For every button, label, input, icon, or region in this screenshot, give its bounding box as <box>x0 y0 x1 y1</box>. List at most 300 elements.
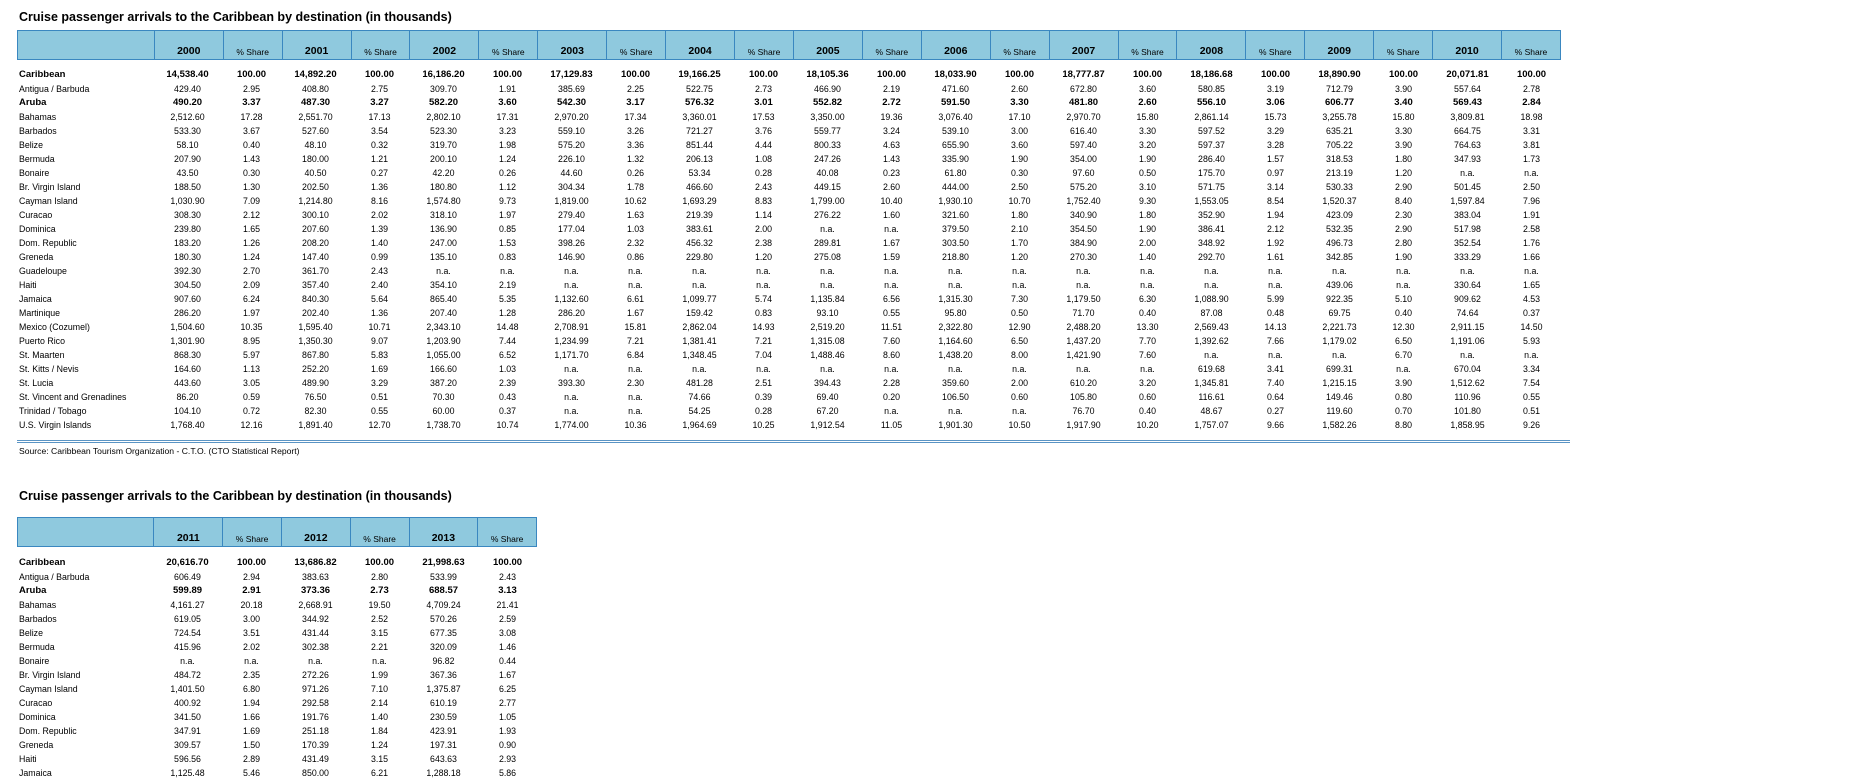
table-row <box>19 180 1561 194</box>
arrivals-value: n.a. <box>1332 266 1347 276</box>
destination-name: Bahamas <box>19 112 57 122</box>
arrivals-value: n.a. <box>948 406 963 416</box>
destination-name: Cayman Island <box>19 684 78 694</box>
arrivals-value: 208.20 <box>302 238 329 248</box>
destination-name: Jamaica <box>19 294 52 304</box>
share-value: 0.99 <box>370 252 389 262</box>
arrivals-value: 643.63 <box>430 754 457 764</box>
arrivals-value: 532.35 <box>1326 224 1353 234</box>
share-value: 12.90 <box>1008 322 1031 332</box>
table-row <box>19 584 537 598</box>
share-value: 3.30 <box>1394 126 1413 136</box>
arrivals-value: 18,186.68 <box>1190 69 1233 80</box>
share-value: 1.14 <box>754 210 773 220</box>
arrivals-value: 1,693.29 <box>682 196 717 206</box>
share-value: 100.00 <box>492 557 523 568</box>
share-value: 100.00 <box>748 69 779 80</box>
arrivals-value: 344.92 <box>302 614 329 624</box>
arrivals-value: 1,891.40 <box>298 420 333 430</box>
arrivals-value: 105.80 <box>1070 392 1097 402</box>
arrivals-value: 385.69 <box>558 84 585 94</box>
arrivals-value: 597.52 <box>1198 126 1225 136</box>
arrivals-value: 712.79 <box>1326 84 1353 94</box>
share-value: 2.12 <box>1266 224 1285 234</box>
arrivals-value: 20,616.70 <box>166 557 209 568</box>
arrivals-value: 207.40 <box>430 308 457 318</box>
arrivals-value: 383.04 <box>1454 210 1481 220</box>
share-value: 1.61 <box>1266 252 1285 262</box>
arrivals-value: 352.90 <box>1198 210 1225 220</box>
arrivals-value: n.a. <box>948 364 963 374</box>
arrivals-value: 1,214.80 <box>298 196 333 206</box>
share-value: 2.12 <box>242 210 261 220</box>
arrivals-value: 398.26 <box>558 238 585 248</box>
arrivals-value: 270.30 <box>1070 252 1097 262</box>
share-value: 5.86 <box>498 768 517 778</box>
share-value: 1.76 <box>1522 238 1541 248</box>
arrivals-value: 3,360.01 <box>682 112 717 122</box>
share-value: 3.76 <box>754 126 773 136</box>
table-row <box>19 96 1561 110</box>
share-value: n.a. <box>1524 350 1539 360</box>
share-value: 1.94 <box>242 698 261 708</box>
arrivals-value: 1,132.60 <box>554 294 589 304</box>
share-header: % Share <box>1118 31 1177 59</box>
share-value: 1.97 <box>242 308 261 318</box>
share-value: 8.00 <box>1010 350 1029 360</box>
destination-name: Aruba <box>19 97 47 108</box>
year-header: 2010 <box>1432 31 1501 59</box>
arrivals-value: 20,071.81 <box>1446 69 1489 80</box>
share-value: 2.60 <box>1138 97 1157 108</box>
share-value: 1.03 <box>626 224 645 234</box>
share-value: 7.40 <box>1266 378 1285 388</box>
share-value: 3.30 <box>1010 97 1029 108</box>
arrivals-value: 575.20 <box>1070 182 1097 192</box>
share-value: n.a. <box>756 280 771 290</box>
arrivals-value: 677.35 <box>430 628 457 638</box>
arrivals-value: n.a. <box>820 280 835 290</box>
share-value: 2.91 <box>242 585 261 596</box>
share-value: 2.14 <box>370 698 389 708</box>
arrivals-value: 19,166.25 <box>678 69 721 80</box>
arrivals-value: 218.80 <box>942 252 969 262</box>
share-value: 1.98 <box>498 140 517 150</box>
arrivals-value: 379.50 <box>942 224 969 234</box>
arrivals-value: 354.00 <box>1070 154 1097 164</box>
share-value: 3.29 <box>1266 126 1285 136</box>
share-value: 0.30 <box>242 168 261 178</box>
arrivals-value: 340.90 <box>1070 210 1097 220</box>
arrivals-value: 449.15 <box>814 182 841 192</box>
arrivals-value: 1,799.00 <box>810 196 845 206</box>
arrivals-value: 289.81 <box>814 238 841 248</box>
arrivals-value: 527.60 <box>302 126 329 136</box>
share-value: 3.90 <box>1394 84 1413 94</box>
arrivals-value: 373.36 <box>300 585 331 596</box>
arrivals-value: 230.59 <box>430 712 457 722</box>
arrivals-value: 2,488.20 <box>1066 322 1101 332</box>
destination-name: St. Vincent and Grenadines <box>19 392 127 402</box>
share-value: 10.50 <box>1008 420 1031 430</box>
share-value: 0.48 <box>1266 308 1285 318</box>
share-value: 1.80 <box>1138 210 1157 220</box>
share-value: 100.00 <box>876 69 907 80</box>
share-value: 1.67 <box>498 670 517 680</box>
share-header: % Share <box>223 31 282 59</box>
share-value: 3.14 <box>1266 182 1285 192</box>
arrivals-value: 1,752.40 <box>1066 196 1101 206</box>
arrivals-value: 348.92 <box>1198 238 1225 248</box>
share-value: 2.43 <box>754 182 773 192</box>
arrivals-value: 1,574.80 <box>426 196 461 206</box>
table-row <box>19 404 1561 418</box>
table-row <box>19 570 537 584</box>
arrivals-value: 207.90 <box>174 154 201 164</box>
arrivals-value: 616.40 <box>1070 126 1097 136</box>
arrivals-value: 200.10 <box>430 154 457 164</box>
arrivals-value: 180.00 <box>302 154 329 164</box>
destination-name: U.S. Virgin Islands <box>19 420 92 430</box>
share-value: 7.21 <box>626 336 645 346</box>
destination-name: Dominica <box>19 224 56 234</box>
arrivals-value: 106.50 <box>942 392 969 402</box>
arrivals-value: 286.20 <box>174 308 201 318</box>
arrivals-value: 1,315.08 <box>810 336 845 346</box>
arrivals-value: 635.21 <box>1326 126 1353 136</box>
arrivals-value: n.a. <box>820 364 835 374</box>
share-value: 1.20 <box>1394 168 1413 178</box>
arrivals-value: n.a. <box>564 406 579 416</box>
share-value: n.a. <box>884 280 899 290</box>
arrivals-value: 347.91 <box>174 726 201 736</box>
arrivals-value: 286.40 <box>1198 154 1225 164</box>
arrivals-value: 466.60 <box>686 182 713 192</box>
share-value: 2.80 <box>1394 238 1413 248</box>
arrivals-value: 3,255.78 <box>1322 112 1357 122</box>
share-value: 1.50 <box>242 740 261 750</box>
arrivals-value: 1,858.95 <box>1450 420 1485 430</box>
share-value: 1.53 <box>498 238 517 248</box>
share-value: 3.06 <box>1266 97 1285 108</box>
arrivals-value: 496.73 <box>1326 238 1353 248</box>
destination-name: Br. Virgin Island <box>19 670 81 680</box>
share-value: 100.00 <box>1260 69 1291 80</box>
arrivals-value: 69.75 <box>1328 308 1351 318</box>
share-value: 0.20 <box>882 392 901 402</box>
share-value: 2.00 <box>1138 238 1157 248</box>
share-value: 1.28 <box>498 308 517 318</box>
arrivals-value: 354.10 <box>430 280 457 290</box>
share-value: 2.73 <box>370 585 389 596</box>
arrivals-value: 58.10 <box>176 140 199 150</box>
table-row <box>19 390 1561 404</box>
table-row <box>19 166 1561 180</box>
destination-name: Bermuda <box>19 642 55 652</box>
arrivals-value: 53.34 <box>688 168 711 178</box>
arrivals-value: 2,569.43 <box>1194 322 1229 332</box>
share-value: 10.36 <box>624 420 647 430</box>
share-value: 0.64 <box>1266 392 1285 402</box>
share-value: 6.50 <box>1010 336 1029 346</box>
share-value: 6.24 <box>242 294 261 304</box>
table-row <box>19 82 1561 96</box>
arrivals-value: 490.20 <box>172 97 203 108</box>
share-value: 1.32 <box>626 154 645 164</box>
arrivals-value: 569.43 <box>1452 97 1483 108</box>
arrivals-value: 1,930.10 <box>938 196 973 206</box>
share-value: 3.26 <box>626 126 645 136</box>
share-value: 3.20 <box>1138 378 1157 388</box>
share-value: 3.20 <box>1138 140 1157 150</box>
destination-name: Dominica <box>19 712 56 722</box>
share-value: 8.83 <box>754 196 773 206</box>
arrivals-value: 1,030.90 <box>170 196 205 206</box>
share-value: 5.93 <box>1522 336 1541 346</box>
arrivals-value: 18,777.87 <box>1062 69 1105 80</box>
share-value: 2.89 <box>242 754 261 764</box>
share-value: 0.26 <box>498 168 517 178</box>
share-value: 6.52 <box>498 350 517 360</box>
arrivals-value: 14,892.20 <box>294 69 337 80</box>
arrivals-value: n.a. <box>180 656 195 666</box>
share-value: 2.30 <box>626 378 645 388</box>
destination-name: Trinidad / Tobago <box>19 406 87 416</box>
share-value: 3.36 <box>626 140 645 150</box>
arrivals-value: 1,582.26 <box>1322 420 1357 430</box>
arrivals-value: 1,099.77 <box>682 294 717 304</box>
share-value: 8.54 <box>1266 196 1285 206</box>
arrivals-value: 721.27 <box>686 126 713 136</box>
share-value: 1.67 <box>882 238 901 248</box>
arrivals-value: 292.58 <box>302 698 329 708</box>
arrivals-value: 2,862.04 <box>682 322 717 332</box>
share-value: n.a. <box>756 266 771 276</box>
share-value: 1.69 <box>370 364 389 374</box>
arrivals-value: 423.91 <box>430 726 457 736</box>
header-blank-cell <box>18 518 153 546</box>
arrivals-value: 1,381.41 <box>682 336 717 346</box>
arrivals-value: 542.30 <box>556 97 587 108</box>
share-value: 1.66 <box>242 712 261 722</box>
arrivals-value: 851.44 <box>686 140 713 150</box>
arrivals-value: 177.04 <box>558 224 585 234</box>
share-value: 3.67 <box>242 126 261 136</box>
arrivals-value: 247.26 <box>814 154 841 164</box>
share-header: % Share <box>1501 31 1560 59</box>
share-value: 2.39 <box>498 378 517 388</box>
year-header: 2013 <box>409 518 478 546</box>
arrivals-value: 471.60 <box>942 84 969 94</box>
share-value: 11.51 <box>880 322 903 332</box>
arrivals-value: 276.22 <box>814 210 841 220</box>
share-value: 7.66 <box>1266 336 1285 346</box>
share-value: 5.97 <box>242 350 261 360</box>
share-value: n.a. <box>1524 168 1539 178</box>
share-value: 5.46 <box>242 768 261 778</box>
arrivals-value: 1,234.99 <box>554 336 589 346</box>
arrivals-value: 840.30 <box>302 294 329 304</box>
arrivals-value: n.a. <box>1076 364 1091 374</box>
share-value: 3.08 <box>498 628 517 638</box>
share-value: 3.34 <box>1522 364 1541 374</box>
share-value: 0.55 <box>370 406 389 416</box>
share-value: 14.50 <box>1520 322 1543 332</box>
share-value: 1.97 <box>498 210 517 220</box>
table-row <box>19 68 1561 82</box>
share-header: % Share <box>222 518 281 546</box>
destination-name: Curacao <box>19 210 53 220</box>
share-value: 0.85 <box>498 224 517 234</box>
arrivals-value: 386.41 <box>1198 224 1225 234</box>
arrivals-value: 354.50 <box>1070 224 1097 234</box>
arrivals-value: 279.40 <box>558 210 585 220</box>
share-value: 1.36 <box>370 182 389 192</box>
arrivals-value: 183.20 <box>174 238 201 248</box>
arrivals-value: 341.50 <box>174 712 201 722</box>
arrivals-value: 487.30 <box>300 97 331 108</box>
share-value: 2.38 <box>754 238 773 248</box>
destination-name: Caribbean <box>19 69 66 80</box>
share-value: 1.70 <box>1010 238 1029 248</box>
share-value: n.a. <box>884 266 899 276</box>
arrivals-value: 18,033.90 <box>934 69 977 80</box>
share-value: n.a. <box>1268 350 1283 360</box>
share-value: 5.83 <box>370 350 389 360</box>
share-value: 0.60 <box>1010 392 1029 402</box>
share-value: 3.31 <box>1522 126 1541 136</box>
share-value: 100.00 <box>1004 69 1035 80</box>
share-value: 3.23 <box>498 126 517 136</box>
share-value: 1.20 <box>754 252 773 262</box>
arrivals-value: 1,595.40 <box>298 322 333 332</box>
share-value: 3.24 <box>882 126 901 136</box>
share-value: 2.43 <box>370 266 389 276</box>
arrivals-value: 188.50 <box>174 182 201 192</box>
share-value: n.a. <box>1396 364 1411 374</box>
arrivals-value: n.a. <box>1460 350 1475 360</box>
share-value: 2.50 <box>1010 182 1029 192</box>
table-row <box>19 738 537 752</box>
arrivals-value: n.a. <box>1204 280 1219 290</box>
arrivals-value: n.a. <box>1460 266 1475 276</box>
arrivals-value: 619.05 <box>174 614 201 624</box>
share-value: 1.13 <box>242 364 261 374</box>
year-header: 2009 <box>1304 31 1373 59</box>
share-value: 0.43 <box>498 392 517 402</box>
share-value: 100.00 <box>1388 69 1419 80</box>
share-value: 7.21 <box>754 336 773 346</box>
arrivals-value: 431.49 <box>302 754 329 764</box>
share-value: 3.29 <box>370 378 389 388</box>
arrivals-value: 393.30 <box>558 378 585 388</box>
arrivals-value: 18,890.90 <box>1318 69 1361 80</box>
destination-name: St. Maarten <box>19 350 65 360</box>
share-value: 0.51 <box>370 392 389 402</box>
arrivals-value: 444.00 <box>942 182 969 192</box>
share-value: 100.00 <box>236 69 267 80</box>
share-value: 1.24 <box>370 740 389 750</box>
year-header: 2012 <box>281 518 350 546</box>
share-value: 0.59 <box>242 392 261 402</box>
destination-name: Antigua / Barbuda <box>19 572 90 582</box>
share-value: n.a. <box>756 364 771 374</box>
share-value: 3.30 <box>1138 126 1157 136</box>
arrivals-value: n.a. <box>308 656 323 666</box>
arrivals-value: 599.89 <box>172 585 203 596</box>
share-value: 1.90 <box>1138 224 1157 234</box>
share-value: 10.71 <box>368 322 391 332</box>
share-value: 5.10 <box>1394 294 1413 304</box>
share-value: 1.93 <box>498 726 517 736</box>
share-value: n.a. <box>1012 364 1027 374</box>
arrivals-value: 54.25 <box>688 406 711 416</box>
arrivals-value: 13,686.82 <box>294 557 337 568</box>
share-value: 9.30 <box>1138 196 1157 206</box>
arrivals-value: 865.40 <box>430 294 457 304</box>
arrivals-value: 119.60 <box>1326 406 1353 416</box>
source-note: Source: Caribbean Tourism Organization - C.T.O. (CTO Statistical Report) <box>19 446 300 456</box>
share-value: 8.95 <box>242 336 261 346</box>
share-value: 3.01 <box>754 97 773 108</box>
arrivals-value: 226.10 <box>558 154 585 164</box>
share-value: 3.10 <box>1138 182 1157 192</box>
arrivals-value: 164.60 <box>174 364 201 374</box>
share-value: 0.86 <box>626 252 645 262</box>
share-value: 3.40 <box>1394 97 1413 108</box>
share-value: 18.98 <box>1520 112 1543 122</box>
arrivals-value: 688.57 <box>428 585 459 596</box>
arrivals-value: 135.10 <box>430 252 457 262</box>
arrivals-value: 304.50 <box>174 280 201 290</box>
arrivals-value: 21,998.63 <box>422 557 465 568</box>
share-value: 1.90 <box>1010 154 1029 164</box>
arrivals-value: 2,970.20 <box>554 112 589 122</box>
share-value: 100.00 <box>364 69 395 80</box>
arrivals-value: 489.90 <box>302 378 329 388</box>
arrivals-value: 1,301.90 <box>170 336 205 346</box>
arrivals-value: 229.80 <box>686 252 713 262</box>
share-value: 7.60 <box>882 336 901 346</box>
arrivals-value: 42.20 <box>432 168 455 178</box>
share-value: 21.41 <box>496 600 519 610</box>
share-value: 8.80 <box>1394 420 1413 430</box>
share-value: 7.60 <box>1138 350 1157 360</box>
share-value: 3.54 <box>370 126 389 136</box>
table-row <box>19 152 1561 166</box>
arrivals-value: 2,708.91 <box>554 322 589 332</box>
arrivals-value: 699.31 <box>1326 364 1353 374</box>
arrivals-value: 202.40 <box>302 308 329 318</box>
share-value: 3.41 <box>1266 364 1285 374</box>
share-value: 19.50 <box>368 600 391 610</box>
share-value: 7.10 <box>370 684 389 694</box>
share-value: n.a. <box>1012 406 1027 416</box>
share-value: 0.51 <box>1522 406 1541 416</box>
arrivals-value: 610.19 <box>430 698 457 708</box>
share-value: n.a. <box>1140 364 1155 374</box>
share-value: n.a. <box>628 406 643 416</box>
arrivals-value: 580.85 <box>1198 84 1225 94</box>
arrivals-value: 392.30 <box>174 266 201 276</box>
share-value: 0.26 <box>626 168 645 178</box>
share-header: % Share <box>1245 31 1304 59</box>
table1-title: Cruise passenger arrivals to the Caribbean by destination (in thousands) <box>19 10 452 24</box>
arrivals-value: 423.09 <box>1326 210 1353 220</box>
arrivals-value: 70.30 <box>432 392 455 402</box>
share-value: 10.70 <box>1008 196 1031 206</box>
share-value: 1.91 <box>498 84 517 94</box>
